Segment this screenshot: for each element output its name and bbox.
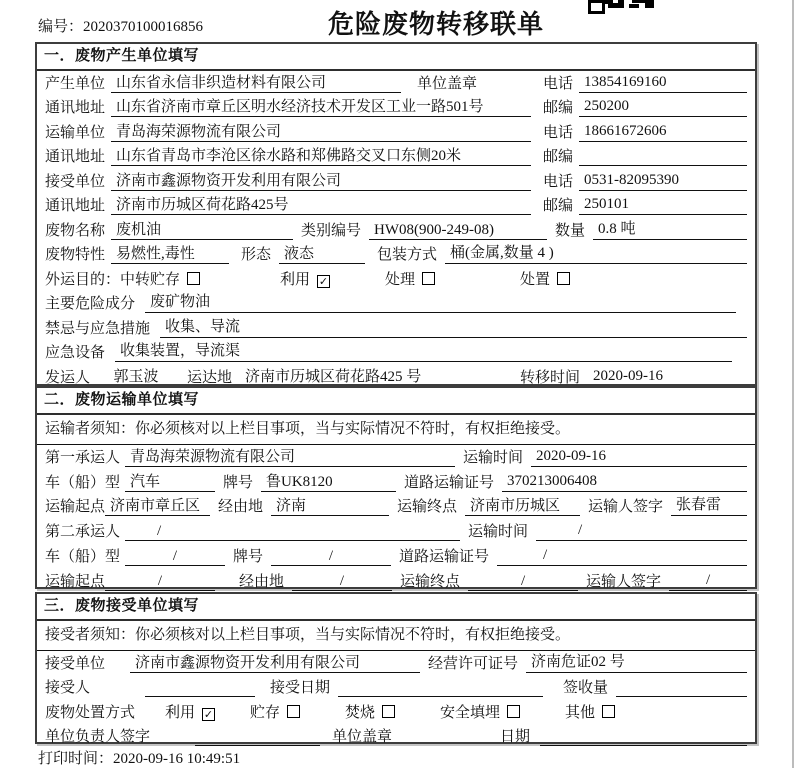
checkbox-label: 贮存 <box>250 704 281 721</box>
checkbox-other <box>565 701 615 722</box>
accept-unit-label: 接受单位 <box>45 655 106 672</box>
checkbox-treat <box>385 268 435 289</box>
checkbox-utilize <box>280 268 330 289</box>
receiver-zip: 250101 <box>579 195 747 215</box>
form-value: 液态 <box>279 245 365 264</box>
date-value <box>540 726 747 746</box>
receiver-phone: 0531-82095390 <box>579 171 747 191</box>
checkbox-label: 焚烧 <box>345 704 376 721</box>
vehicle2-label: 车（船）型 <box>45 548 121 565</box>
carrier2-label: 第二承运人 <box>45 524 121 541</box>
section-receiver <box>35 592 757 744</box>
category-code: HW08(900-249-08) <box>369 221 547 240</box>
seal-label: 单位盖章 <box>417 75 478 92</box>
form-row <box>37 651 755 676</box>
form-row <box>37 316 755 341</box>
serial-value: 2020370100016856 <box>83 19 204 35</box>
form-row <box>37 267 755 292</box>
equipment-value: 收集装置，导流渠 <box>115 342 732 362</box>
form-row <box>37 544 755 569</box>
producer-address: 山东省济南市章丘区明水经济技术开发区工业一路501号 <box>111 98 531 117</box>
via1-value: 济南 <box>271 497 389 516</box>
section-producer-header: 一．废物产生单位填写 <box>37 44 755 71</box>
signature2-value: / <box>669 571 747 591</box>
hazard-label: 主要危险成分 <box>45 296 136 312</box>
print-time <box>38 747 240 768</box>
accept-date-value <box>338 678 543 697</box>
form-row <box>37 341 755 366</box>
zip-label: 邮编 <box>543 149 574 165</box>
via-label: 经由地 <box>239 573 285 590</box>
transporter-zip <box>579 146 747 166</box>
page-edge-line <box>792 0 794 768</box>
producer-phone: 13854169160 <box>579 73 747 93</box>
form-row <box>37 495 755 520</box>
vehicle1-label: 车（船）型 <box>45 474 121 491</box>
checkbox-label: 利用 <box>165 704 196 721</box>
checkbox-checked-icon: ✓ <box>203 707 214 721</box>
checkbox-storage <box>250 701 300 722</box>
carrier1-label: 第一承运人 <box>45 449 121 466</box>
vehicle2-value: / <box>125 547 225 566</box>
form-row <box>37 700 755 725</box>
checkbox-incinerate <box>345 701 395 722</box>
unit-seal-label: 单位盖章 <box>332 729 393 745</box>
address-label: 通讯地址 <box>45 149 106 165</box>
accept-unit-value: 济南市鑫源物资开发利用有限公司 <box>130 654 420 673</box>
endpoint1-value: 济南市历城区 <box>465 497 580 516</box>
receiver-value: 济南市鑫源物资开发利用有限公司 <box>111 172 531 191</box>
permit1-value: 370213006408 <box>502 472 747 492</box>
form-row <box>37 445 755 470</box>
taboo-value: 收集、导流 <box>160 318 747 338</box>
permit-label: 道路运输证号 <box>399 548 490 565</box>
receiver-label: 接受单位 <box>45 173 106 190</box>
signature-label: 运输人签字 <box>586 573 662 590</box>
checkbox-checked-icon: ✓ <box>318 274 329 288</box>
checkbox-icon <box>557 272 570 285</box>
form-row <box>37 71 755 96</box>
checkbox-dispose <box>520 268 570 289</box>
purpose-label: 外运目的： <box>45 271 121 288</box>
serial-label: 编号： <box>38 19 84 35</box>
signed-amount-value <box>616 677 747 697</box>
checkbox-landfill <box>440 701 520 722</box>
phone-label: 电话 <box>543 75 574 92</box>
checkbox-icon <box>507 705 520 718</box>
checkbox-label: 利用 <box>280 271 311 288</box>
transporter-label: 运输单位 <box>45 124 106 141</box>
plate2-value: / <box>271 547 391 566</box>
license-label: 经营许可证号 <box>428 655 519 672</box>
form-row <box>37 194 755 219</box>
accept-person-value <box>145 678 255 697</box>
receiver-address: 济南市历城区荷花路425号 <box>111 196 531 215</box>
receiver-notice: 接受者须知：你必须核对以上栏目事项，当与实际情况不符时，有权拒绝接受。 <box>37 621 755 651</box>
destination-label: 运达地 <box>187 369 233 386</box>
form-row <box>37 676 755 701</box>
transport-time-label: 运输时间 <box>463 449 524 466</box>
accept-person-label: 接受人 <box>45 680 91 696</box>
zip-label: 邮编 <box>543 198 574 214</box>
transfer-time-label: 转移时间 <box>520 369 581 386</box>
traits-value: 易燃性,毒性 <box>111 245 229 264</box>
checkbox-icon <box>602 705 615 718</box>
packing-label: 包装方式 <box>377 247 438 263</box>
transporter-notice: 运输者须知：你必须核对以上栏目事项，当与实际情况不符时，有权拒绝接受。 <box>37 415 755 445</box>
leader-signature-value <box>195 727 320 746</box>
zip-label: 邮编 <box>543 100 574 116</box>
checkbox-label: 安全填埋 <box>440 704 501 721</box>
checkbox-utilize <box>165 701 215 722</box>
form-row <box>37 96 755 121</box>
signature-label: 运输人签字 <box>588 499 664 516</box>
quantity-label: 数量 <box>555 222 586 239</box>
vehicle1-value: 汽车 <box>125 473 215 492</box>
transporter-address: 山东省青岛市李沧区徐水路和郑佛路交叉口东侧20米 <box>111 147 531 166</box>
via2-value: / <box>292 572 392 591</box>
phone-label: 电话 <box>543 173 574 190</box>
disposal-method-label: 废物处置方式 <box>45 704 136 721</box>
via-label: 经由地 <box>218 499 264 516</box>
transport-time2-value: / <box>536 521 747 541</box>
form-row <box>37 120 755 145</box>
waste-name-label: 废物名称 <box>45 222 106 239</box>
plate-label: 牌号 <box>223 474 254 491</box>
permit2-value: / <box>497 546 747 566</box>
origin2-value: / <box>105 572 215 591</box>
producer-value: 山东省永信非织造材料有限公司 <box>111 74 401 93</box>
plate-label: 牌号 <box>233 548 264 565</box>
permit-label: 道路运输证号 <box>404 474 495 491</box>
transport-time-value: 2020-09-16 <box>531 447 747 467</box>
phone-label: 电话 <box>543 124 574 141</box>
packing-value: 桶(金属,数量 4 ) <box>445 244 747 264</box>
origin-label: 运输起点 <box>45 573 106 590</box>
equipment-label: 应急设备 <box>45 345 106 361</box>
page-title: 危险废物转移联单 <box>327 10 544 39</box>
checkbox-label: 其他 <box>565 704 596 721</box>
endpoint2-value: / <box>468 572 578 591</box>
section-receiver-header: 三．废物接受单位填写 <box>37 594 755 621</box>
producer-zip: 250200 <box>579 97 747 117</box>
checkbox-icon <box>382 705 395 718</box>
waste-name: 废机油 <box>111 221 293 240</box>
form-row <box>37 218 755 243</box>
endpoint-label: 运输终点 <box>400 573 461 590</box>
plate1-value: 鲁UK8120 <box>261 473 396 492</box>
transporter-value: 青岛海荣源物流有限公司 <box>111 123 531 142</box>
transfer-time-value: 2020-09-16 <box>588 367 747 387</box>
traits-label: 废物特性 <box>45 247 106 263</box>
checkbox-label: 中转贮存 <box>120 271 181 288</box>
leader-signature-label: 单位负责人签字 <box>45 729 151 745</box>
print-time-value: 2020-09-16 10:49:51 <box>113 751 241 767</box>
form-row <box>37 243 755 268</box>
origin-label: 运输起点 <box>45 499 106 516</box>
checkbox-icon <box>422 272 435 285</box>
checkbox-label: 处理 <box>385 271 416 288</box>
destination-value: 济南市历城区荷花路425 号 <box>240 368 510 387</box>
transport-time-label: 运输时间 <box>468 524 529 541</box>
form-row <box>37 725 755 750</box>
endpoint-label: 运输终点 <box>397 499 458 516</box>
signature1-value: 张春雷 <box>671 496 747 516</box>
checkbox-icon <box>187 272 200 285</box>
address-label: 通讯地址 <box>45 100 106 116</box>
accept-date-label: 接受日期 <box>270 680 331 696</box>
section-transporter-header: 二．废物运输单位填写 <box>37 388 755 415</box>
form-row <box>37 145 755 170</box>
print-time-label: 打印时间： <box>38 751 114 767</box>
taboo-label: 禁忌与应急措施 <box>45 320 151 337</box>
form-label: 形态 <box>241 247 272 263</box>
date-label: 日期 <box>500 729 531 745</box>
license-value: 济南危证02 号 <box>526 653 747 673</box>
form-row <box>37 519 755 544</box>
section-producer <box>35 42 757 386</box>
shipper-name: 郭玉波 <box>95 368 177 387</box>
transporter-phone: 18661672606 <box>579 122 747 142</box>
qr-code-fragment-icon <box>588 0 654 9</box>
checkbox-label: 处置 <box>520 271 551 288</box>
category-label: 类别编号 <box>301 222 362 239</box>
section-transporter <box>35 386 757 589</box>
address-label: 通讯地址 <box>45 198 106 214</box>
form-row <box>37 169 755 194</box>
signed-amount-label: 签收量 <box>563 680 609 696</box>
origin1-value: 济南市章丘区 <box>105 497 210 516</box>
form-row <box>37 292 755 317</box>
checkbox-icon <box>287 705 300 718</box>
producer-label: 产生单位 <box>45 75 106 92</box>
carrier1-value: 青岛海荣源物流有限公司 <box>125 448 455 467</box>
form-row <box>37 569 755 594</box>
quantity-value: 0.8 吨 <box>593 220 747 240</box>
hazard-value: 废矿物油 <box>145 293 736 313</box>
shipper-label: 发运人 <box>45 369 91 386</box>
checkbox-transfer-storage <box>120 268 200 289</box>
form-row <box>37 470 755 495</box>
carrier2-value: / <box>125 522 460 541</box>
